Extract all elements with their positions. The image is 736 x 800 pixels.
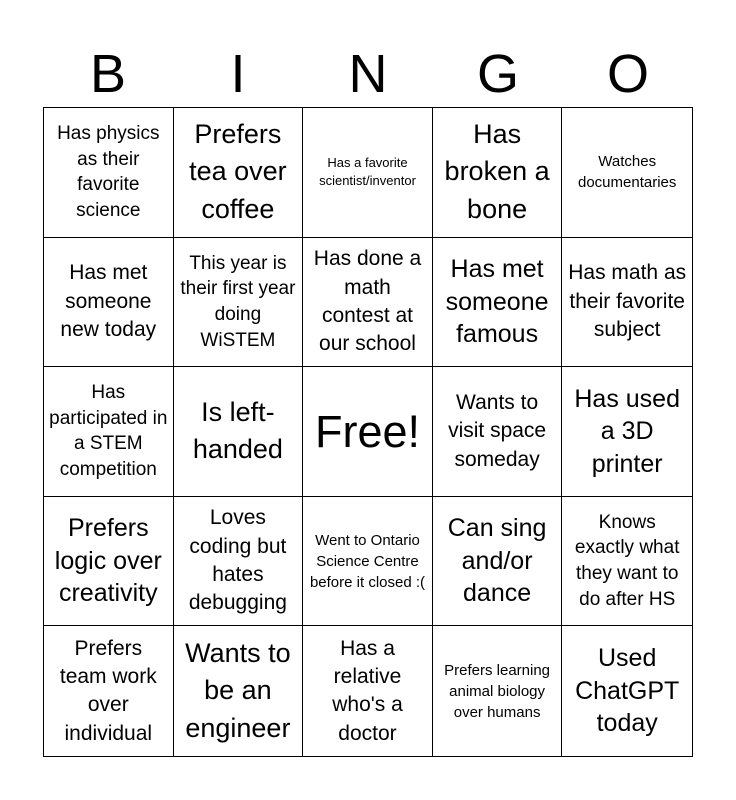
- bingo-cell[interactable]: [44, 108, 174, 238]
- bingo-cell[interactable]: [174, 626, 304, 756]
- bingo-cell[interactable]: [44, 497, 174, 627]
- bingo-cell[interactable]: [433, 497, 563, 627]
- bingo-cell[interactable]: [174, 367, 304, 497]
- header-letter-b: B: [89, 44, 127, 104]
- bingo-cell[interactable]: [562, 497, 692, 627]
- bingo-cell[interactable]: [44, 367, 174, 497]
- cell-text: Loves coding but hates debugging: [188, 506, 287, 615]
- free-space-text: Free!: [314, 405, 420, 457]
- cell-text: Has math as their favorite subject: [568, 261, 687, 342]
- cell-text: Has broken a bone: [444, 118, 550, 225]
- bingo-cell[interactable]: [174, 497, 304, 627]
- cell-text: Is left-handed: [192, 396, 283, 465]
- cell-text: Prefers logic over creativity: [54, 514, 162, 608]
- cell-text: This year is their first year doing WiSTEM: [180, 252, 296, 351]
- cell-text: Prefers team work over individual: [59, 636, 157, 745]
- cell-text: Prefers tea over coffee: [189, 118, 287, 225]
- cell-text: Has met someone new today: [60, 261, 157, 342]
- bingo-cell[interactable]: [433, 108, 563, 238]
- cell-text: Has done a math contest at our school: [313, 247, 422, 356]
- bingo-cell[interactable]: [562, 367, 692, 497]
- bingo-cell[interactable]: [303, 497, 433, 627]
- cell-text: Has participated in a STEM competition: [49, 382, 168, 481]
- bingo-cell[interactable]: [433, 367, 563, 497]
- cell-text: Went to Ontario Science Centre before it closed :(: [309, 531, 426, 591]
- bingo-cell[interactable]: [303, 626, 433, 756]
- bingo-cell[interactable]: [562, 626, 692, 756]
- bingo-grid: [43, 107, 693, 757]
- cell-text: Used ChatGPT today: [575, 644, 680, 738]
- header-letter-n: N: [348, 44, 388, 104]
- bingo-header: [43, 42, 693, 106]
- cell-text: Prefers learning animal biology over humans: [444, 661, 551, 721]
- cell-text: Has a relative who's a doctor: [332, 636, 403, 745]
- header-letter-g: G: [476, 44, 519, 104]
- cell-text: Watches documentaries: [578, 153, 677, 192]
- cell-text: Wants to visit space someday: [448, 390, 547, 471]
- bingo-cell[interactable]: [174, 108, 304, 238]
- bingo-cell[interactable]: [433, 626, 563, 756]
- cell-text: Knows exactly what they want to do after HS: [574, 511, 680, 610]
- bingo-cell[interactable]: [44, 626, 174, 756]
- bingo-cell[interactable]: [562, 108, 692, 238]
- bingo-cell[interactable]: [303, 108, 433, 238]
- header-letter-o: O: [606, 44, 649, 104]
- cell-text: Has physics as their favorite science: [57, 123, 160, 221]
- cell-text: Can sing and/or dance: [447, 514, 547, 608]
- cell-text: Has met someone famous: [445, 255, 549, 349]
- cell-text: Wants to be an engineer: [185, 637, 291, 744]
- cell-text: Has used a 3D printer: [574, 384, 680, 478]
- bingo-cell[interactable]: [44, 238, 174, 368]
- bingo-cell[interactable]: [433, 238, 563, 368]
- header-letter-i: I: [230, 44, 246, 104]
- bingo-cell[interactable]: [562, 238, 692, 368]
- bingo-cell[interactable]: [174, 238, 304, 368]
- free-space[interactable]: [303, 367, 433, 497]
- bingo-cell[interactable]: [303, 238, 433, 368]
- cell-text: Has a favorite scientist/inventor: [319, 155, 416, 189]
